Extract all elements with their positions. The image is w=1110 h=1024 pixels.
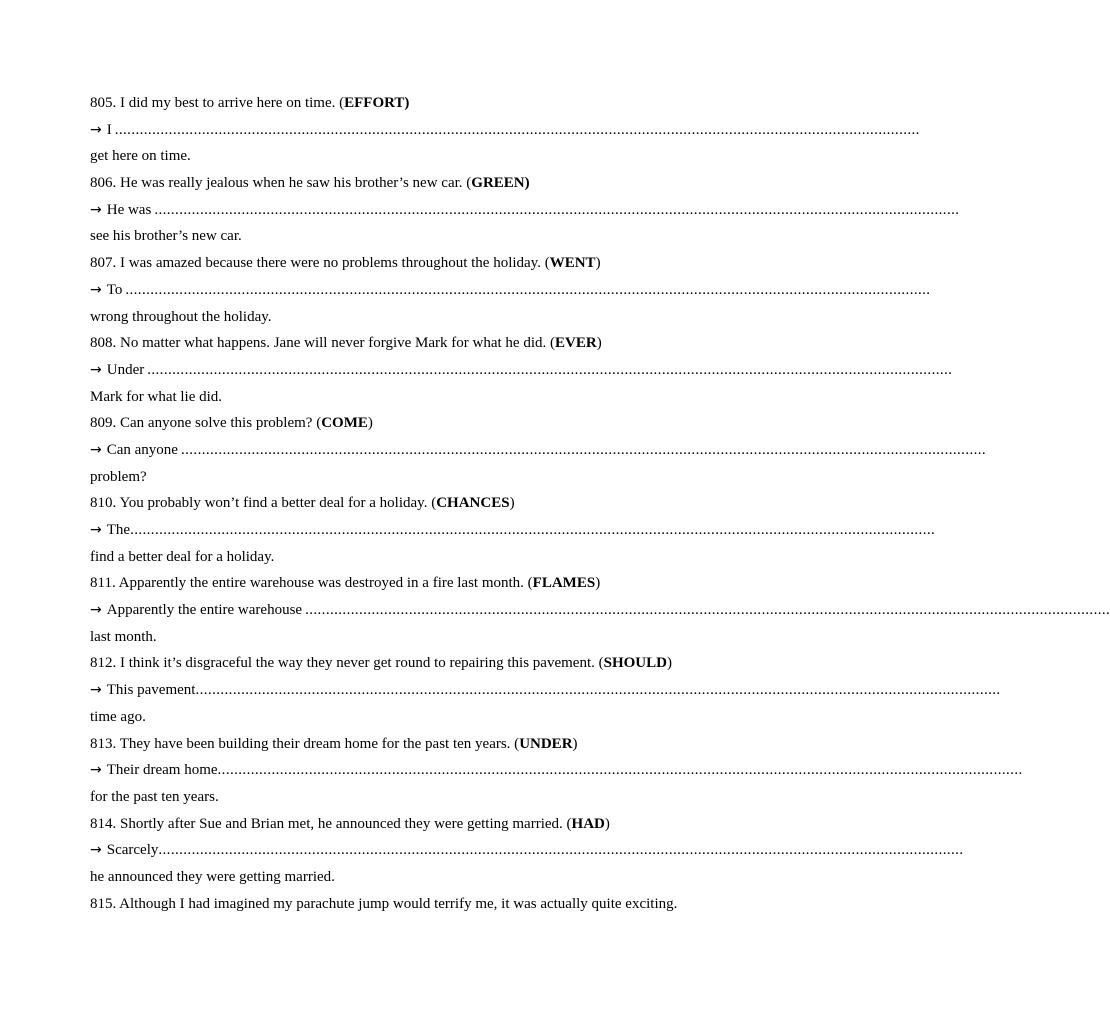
question-line: 806. He was really jealous when he saw his brother’s new car. (GREEN) bbox=[90, 175, 530, 192]
answer-line[interactable]: → Under .................................................................................................................................................................................................. bbox=[90, 357, 695, 384]
question-line: 811. Apparently the entire warehouse was destroyed in a fire last month. (FLAMES) bbox=[90, 575, 601, 592]
completion-line: last month. bbox=[90, 628, 157, 645]
answer-line[interactable]: → To .................................................................................................................................................................................................. bbox=[90, 277, 695, 304]
right-arrow-icon: → bbox=[90, 842, 102, 859]
question-line: 809. Can anyone solve this problem? (COME) bbox=[90, 415, 373, 432]
exercise-document bbox=[90, 90, 1110, 917]
answer-line[interactable]: → Their dream home .................................................................................................................................................................................................. bbox=[90, 757, 695, 784]
question-line-last: 815. Although I had imagined my parachute jump would terrify me, it was actually quite exciting. bbox=[90, 895, 678, 912]
answer-line[interactable]: → Scarcely .................................................................................................................................................................................................. bbox=[90, 837, 695, 864]
question-line: 805. I did my best to arrive here on time. (EFFORT) bbox=[90, 95, 410, 111]
keyword: HAD bbox=[571, 815, 605, 832]
keyword: EVER bbox=[555, 335, 597, 352]
question-line: 808. No matter what happens. Jane will never forgive Mark for what he did. (EVER) bbox=[90, 335, 602, 352]
completion-line: Mark for what lie did. bbox=[90, 388, 223, 405]
answer-blank[interactable]: .................................................................................................................................................................................................. bbox=[180, 441, 987, 458]
answer-line[interactable]: → Can anyone .................................................................................................................................................................................................. bbox=[90, 437, 695, 464]
right-arrow-icon: → bbox=[90, 281, 102, 298]
question-line: 812. I think it’s disgraceful the way they never get round to repairing this pavement. (SHOULD) bbox=[90, 655, 672, 672]
answer-line[interactable]: → I .................................................................................................................................................................................................. bbox=[90, 117, 695, 144]
right-arrow-icon: → bbox=[90, 762, 102, 779]
right-arrow-icon: → bbox=[90, 602, 102, 619]
completion-line: see his brother’s new car. bbox=[90, 228, 242, 245]
answer-blank[interactable]: .................................................................................................................................................................................................. bbox=[195, 682, 1001, 699]
completion-line: get here on time. bbox=[90, 148, 191, 165]
right-arrow-icon: → bbox=[90, 441, 102, 458]
question-line: 810. You probably won’t find a better deal for a holiday. (CHANCES) bbox=[90, 495, 515, 512]
right-arrow-icon: → bbox=[90, 361, 102, 378]
answer-blank[interactable]: .................................................................................................................................................................................................. bbox=[154, 201, 960, 218]
answer-blank[interactable]: .................................................................................................................................................................................................. bbox=[130, 522, 936, 538]
completion-line: he announced they were getting married. bbox=[90, 868, 335, 885]
keyword: GREEN) bbox=[471, 175, 530, 192]
keyword: EFFORT) bbox=[344, 95, 410, 111]
keyword: SHOULD bbox=[603, 655, 667, 672]
right-arrow-icon: → bbox=[90, 682, 102, 699]
answer-line[interactable]: → This pavement .................................................................................................................................................................................................. bbox=[90, 677, 695, 704]
right-arrow-icon: → bbox=[90, 522, 102, 538]
question-line: 807. I was amazed because there were no problems throughout the holiday. (WENT) bbox=[90, 255, 601, 272]
completion-line: find a better deal for a holiday. bbox=[90, 548, 275, 565]
completion-line: wrong throughout the holiday. bbox=[90, 308, 272, 325]
question-line: 814. Shortly after Sue and Brian met, he announced they were getting married. (HAD) bbox=[90, 815, 610, 832]
answer-blank[interactable]: .................................................................................................................................................................................................. bbox=[114, 121, 920, 138]
answer-blank[interactable]: .................................................................................................................................................................................................. bbox=[305, 602, 1110, 619]
keyword: COME bbox=[321, 415, 368, 432]
keyword: CHANCES bbox=[436, 495, 510, 512]
answer-blank[interactable]: .................................................................................................................................................................................................. bbox=[158, 842, 964, 859]
answer-line[interactable]: → The .................................................................................................................................................................................................. bbox=[90, 517, 695, 544]
answer-blank[interactable]: .................................................................................................................................................................................................. bbox=[217, 762, 1023, 779]
keyword: FLAMES bbox=[532, 575, 596, 592]
answer-line[interactable]: → Apparently the entire warehouse .................................................................................................................................................................................................. bbox=[90, 597, 695, 624]
right-arrow-icon: → bbox=[90, 121, 102, 138]
completion-line: problem? bbox=[90, 468, 147, 485]
right-arrow-icon: → bbox=[90, 201, 102, 218]
keyword: WENT bbox=[549, 255, 596, 272]
keyword: UNDER bbox=[519, 735, 573, 752]
completion-line: time ago. bbox=[90, 708, 146, 725]
answer-blank[interactable]: .................................................................................................................................................................................................. bbox=[147, 361, 953, 378]
completion-line: for the past ten years. bbox=[90, 788, 219, 805]
answer-line[interactable]: → He was .................................................................................................................................................................................................. bbox=[90, 197, 695, 224]
answer-blank[interactable]: .................................................................................................................................................................................................. bbox=[125, 281, 931, 298]
question-line: 813. They have been building their dream home for the past ten years. (UNDER) bbox=[90, 735, 578, 752]
